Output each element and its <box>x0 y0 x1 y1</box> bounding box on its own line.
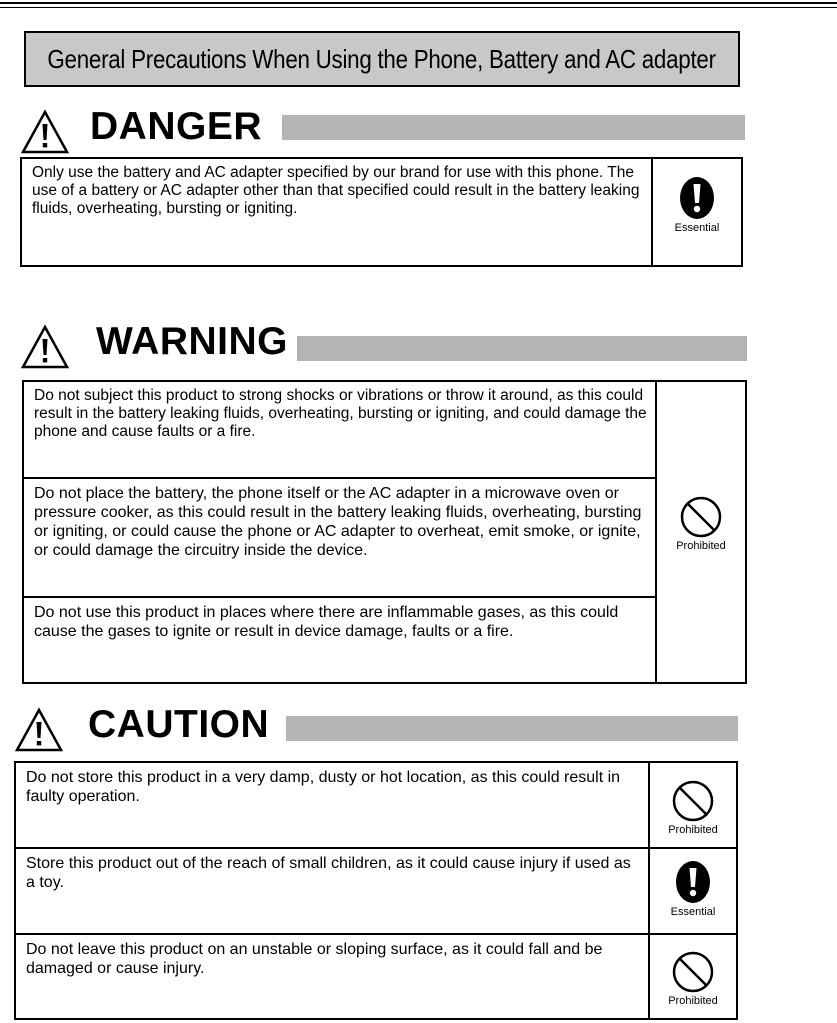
warning-item: Do not use this product in places where there are inflammable gases, as this could cause the gases to ignite or result in device damage, faults or a fire. <box>34 604 619 640</box>
caution-item: Do not store this product in a very damp, dusty or hot location, as this could result in faulty operation. <box>26 769 621 805</box>
symbol-label: Essential <box>674 222 720 234</box>
caution-heading-text: CAUTION <box>88 703 270 746</box>
symbol-label: Prohibited <box>668 824 718 836</box>
warning-item: Do not subject this product to strong shocks or vibrations or throw it around, as this could result in the battery leaking fluids, overheating, bursting or igniting, and could damage the phone and cause faults or a fire. <box>34 387 647 440</box>
page-title-text: General Precautions When Using the Phone, Battery and AC adapter <box>47 43 717 74</box>
symbol-label: Essential <box>670 906 716 918</box>
warning-box <box>22 380 747 684</box>
danger-heading-text: DANGER <box>90 105 263 148</box>
prohibited-icon <box>671 779 715 823</box>
danger-item: Only use the battery and AC adapter specified by our brand for use with this phone. The use of a battery or AC adapter other than that specified could result in the battery leaking fluids, overheating, bursting or igniting. <box>32 164 640 217</box>
essential-symbol <box>650 859 736 918</box>
warning-triangle-icon <box>20 324 70 370</box>
warning-heading-text: WARNING <box>96 320 288 363</box>
symbol-label: Prohibited <box>668 995 718 1007</box>
danger-box <box>20 157 743 267</box>
warning-heading <box>20 320 747 374</box>
caution-heading <box>14 703 738 757</box>
exclamation-icon <box>678 175 716 221</box>
essential-symbol <box>653 175 741 234</box>
top-rule-thin <box>0 7 837 8</box>
warning-triangle-icon <box>20 109 70 155</box>
prohibited-symbol <box>650 779 736 836</box>
danger-heading-bar <box>282 115 745 140</box>
caution-box <box>14 761 738 1020</box>
prohibited-icon <box>671 950 715 994</box>
page-title <box>24 31 740 87</box>
prohibited-symbol <box>657 495 745 552</box>
danger-heading <box>20 105 745 159</box>
caution-item: Store this product out of the reach of small children, as it could cause injury if used as a toy. <box>26 855 631 891</box>
warning-item: Do not place the battery, the phone itself or the AC adapter in a microwave oven or pressure cooker, as this could result in the battery leaking fluids, overheating, bursting or igniting, or could cause the phone or AC adapter to overheat, emit smoke, or ignite, or could damage the circuitry inside the device. <box>34 485 642 559</box>
symbol-label: Prohibited <box>676 540 726 552</box>
prohibited-icon <box>679 495 723 539</box>
caution-heading-bar <box>286 716 738 741</box>
warning-heading-bar <box>297 336 747 361</box>
warning-triangle-icon <box>14 707 64 753</box>
exclamation-icon <box>674 859 712 905</box>
top-rule <box>0 2 837 4</box>
prohibited-symbol <box>650 950 736 1007</box>
caution-item: Do not leave this product on an unstable or sloping surface, as it could fall and be damaged or cause injury. <box>26 941 603 977</box>
